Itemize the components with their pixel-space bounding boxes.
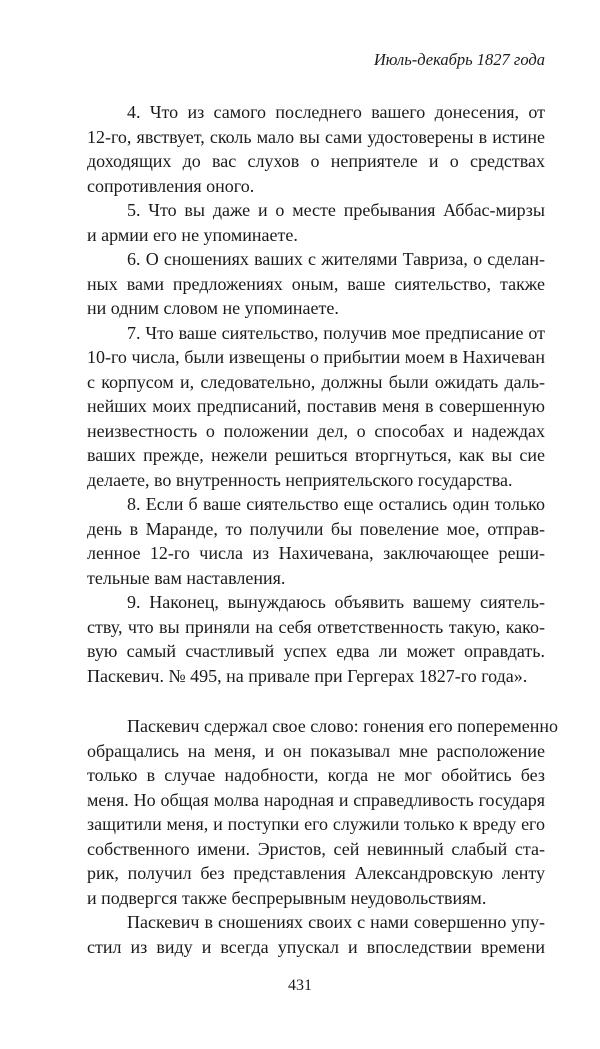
text-line: 5. Что вы даже и о месте пребывания Аббас-мирзы [127,200,545,220]
text-line: защитили меня, и поступки его служили только к вреду его [87,814,545,834]
text-line: с корпусом и, следовательно, должны были ожидать даль- [87,371,545,392]
text-line: обращались на меня, и он показывал мне расположение [87,740,545,761]
paragraph [87,198,545,247]
text-line: делаете, во внутренность неприятельского государства. [87,469,513,490]
text-line: 12-го, явствует, сколь мало вы сами удостоверены в истине [87,126,545,147]
text-line: сопротивления оного. [87,175,255,196]
text-line: вую самый счастливый успех едва ли может оправдать. [87,641,545,661]
text-line: доходящих до вас слухов о неприятеле и о средствах [87,151,545,171]
running-header: Июль-декабрь 1827 года [373,50,545,69]
text-line: 9. Наконец, вынуждаюсь объявить вашему сиятель- [127,592,545,612]
text-line: рик, получил без представления Александровскую ленту [87,863,545,883]
text-line: 4. Что из самого последнего вашего донесения, от [127,102,545,122]
text-line: 10-го числа, были извещены о прибытии моем в Нахичеван [87,347,545,367]
text-line: ни одним словом не упоминаете. [87,298,339,318]
text-line: 8. Если б ваше сиятельство еще остались один только [127,494,545,514]
text-line: и подвергся также беспрерывным неудовольствиям. [87,887,487,908]
text-line: собственного имени. Эристов, сей невинный слабый ста- [87,838,545,859]
text-line: и армии его не упоминаете. [87,224,298,245]
paragraph [87,100,545,198]
text-line: 7. Что ваше сиятельство, получив мое предписание от [127,322,545,343]
text-line: Паскевич. № 495, на привале при Гергерах 1827-го года». [87,665,528,686]
paragraph [87,714,558,910]
text-line: день в Маранде, то получили бы повеление мое, отправ- [87,518,545,539]
text-line: стил из виду и всегда упускал и впоследствии времени [87,936,545,957]
text-line: ных вами предложениях оным, ваше сиятельство, также [87,273,545,294]
text-line: ваших прежде, нежели решиться вторгнуться, как вы сие [87,445,545,465]
text-line: ленное 12-го числа из Нахичевана, заключающее реши- [87,543,545,563]
text-line: тельные вам наставления. [87,567,286,588]
quoted-letter-text [87,100,545,688]
text-line: ству, что вы приняли на себя ответственность такую, како- [87,616,545,637]
paragraph [87,910,545,959]
text-line: только в случае надобности, когда не мог обойтись без [87,765,545,785]
paragraph [87,492,545,590]
text-line: меня. Но общая молва народная и справедливость государя [87,789,545,810]
paragraph [87,590,545,688]
narrative-text [87,714,558,959]
paragraph [87,247,545,321]
text-line: 6. О сношениях ваших с жителями Тавриза, о сделан- [127,249,545,269]
text-line: нейших моих предписаний, поставив меня в совершенную [87,396,545,416]
text-line: неизвестность о положении дел, о способах и надеждах [87,420,545,441]
page-number: 431 [288,977,312,994]
paragraph [87,321,545,493]
text-line: Паскевич в сношениях своих с нами совершенно упу- [127,912,545,932]
text-line: Паскевич сдержал свое слово: гонения его попеременно [127,716,558,736]
